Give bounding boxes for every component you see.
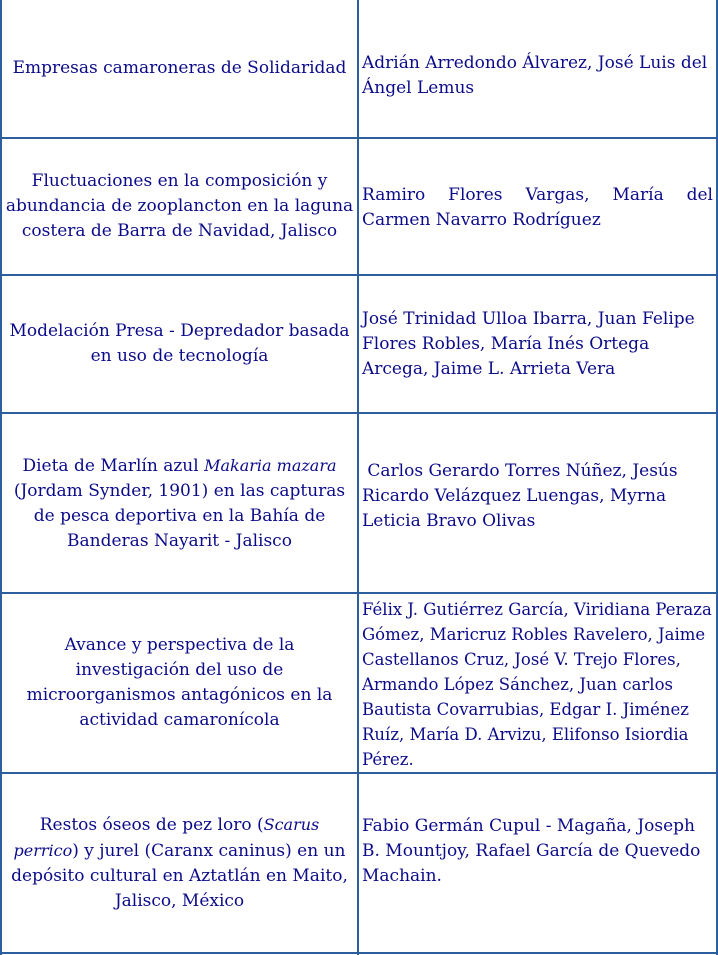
table-row-1-authors xyxy=(360,0,716,137)
table-row-3-authors xyxy=(360,276,716,412)
title-text: Modelación Presa - Depredador basada en uso de tecnología xyxy=(9,321,350,366)
authors-text: Adrián Arredondo Álvarez, José Luis del Ángel Lemus xyxy=(362,52,708,98)
table-row-1-title xyxy=(2,0,357,137)
table-row-6-title xyxy=(2,774,357,952)
title-text-part: Dieta de Marlín azul xyxy=(22,455,205,476)
authors-text: Carlos Gerardo Torres Núñez, Jesús Ricardo Velázquez Luengas, Myrna Leticia Bravo Olivas xyxy=(362,460,683,531)
table-row-4-title xyxy=(2,414,357,592)
column-divider xyxy=(357,0,359,955)
species-name: Makaria mazara xyxy=(204,455,337,475)
title-text: Avance y perspectiva de la investigación del uso de microorganismos antagónicos en la actividad camaronícola xyxy=(26,635,333,730)
title-text xyxy=(5,453,354,554)
table-border-bottom xyxy=(0,952,718,954)
title-text-part: Restos óseos de pez loro ( xyxy=(39,815,264,835)
species-name: Scarus perrico xyxy=(13,815,320,860)
authors-text: Félix J. Gutiérrez García, Viridiana Peraza Gómez, Maricruz Robles Ravelero, Jaime Castellanos Cruz, José V. Trejo Flores, Armando López Sánchez, Juan carlos Bautista Covarrubias, Edgar I. Jiménez Ruíz, María D. Arvizu, Elifonso Isiordia Pérez. xyxy=(362,600,712,769)
table-row-2-title xyxy=(2,139,357,274)
authors-text: José Trinidad Ulloa Ibarra, Juan Felipe Flores Robles, María Inés Ortega Arcega, Jaime L. Arrieta Vera xyxy=(362,308,695,379)
table-row-3-title xyxy=(2,276,357,412)
title-text-part: (Jordam Synder, 1901) en las capturas de pesca deportiva en la Bahía de Banderas Nayarit - Jalisco xyxy=(13,480,346,551)
title-text-part: ) y jurel (Caranx caninus) en un depósito cultural en Aztatlán en Maito, Jalisco, México xyxy=(11,841,348,911)
authors-text-line-1: Ramiro Flores Vargas, María del xyxy=(362,184,713,205)
authors-text: Fabio Germán Cupul - Magaña, Joseph B. Mountjoy, Rafael García de Quevedo Machain. xyxy=(362,815,701,886)
authors-text-line-2: Carmen Navarro Rodríguez xyxy=(362,209,601,230)
title-text xyxy=(5,812,354,914)
table-row-2-authors xyxy=(360,139,716,274)
table-row-5-authors xyxy=(360,594,716,772)
table-row-5-title xyxy=(2,594,357,772)
title-text: Fluctuaciones en la composición y abundancia de zooplancton en la laguna costera de Barra de Navidad, Jalisco xyxy=(5,171,354,241)
table-row-6-authors xyxy=(360,774,716,952)
table-row-4-authors xyxy=(360,414,716,592)
title-text: Empresas camaroneras de Solidaridad xyxy=(12,58,347,78)
